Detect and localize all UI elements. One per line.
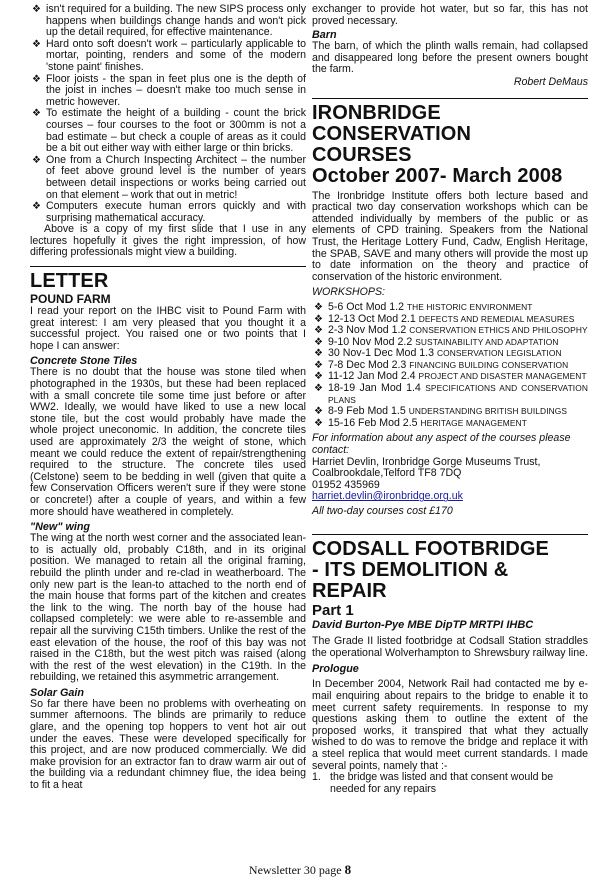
- courses-title-line: COURSES: [312, 143, 412, 166]
- solar-heading: Solar Gain: [30, 686, 85, 699]
- continued-paragraph: exchanger to provide hot water, but so far, this has not proved necessary.: [312, 3, 588, 27]
- bridge-author: David Burton-Pye MBE DipTP MRTPI IHBC: [312, 618, 534, 631]
- closing-paragraph: Above is a copy of my first slide that I use in any lectures hopefully it gives the right impression, of how differing professionals might view a building.: [30, 223, 306, 259]
- prologue-heading: Prologue: [312, 663, 359, 676]
- barn-heading: Barn: [312, 29, 337, 42]
- list-item: ❖ 11-12 Jan Mod 2.4 PROJECT AND DISASTER MANAGEMENT: [312, 371, 588, 383]
- courses-title-line: October 2007- March 2008: [312, 164, 563, 187]
- wing-paragraph: The wing at the north west corner and the associated lean-to is actually old, probably C18th, and in its original position. We managed to retain all the original framing, rebuild the plinth under and re-clad in weatherboard. The only new part is the lean-to attached to the north end of the main house that forms part of the kitchen and creates the link to the wing. The north bay of the house had collapsed completely: we were able to re-assemble and repair all the surviving C15th timbers. Unlike the rest of the east elevation of the house, the roof of this bay was not raised in the C18th, but the west pitch was raised (along with the rest of the west elevation) in the C19th. In the rebuilding, we retained this asymmetric arrangement.: [30, 532, 306, 684]
- prologue-paragraph: In December 2004, Network Rail had contacted me by e-mail enquiring about repairs to the bridge to enable it to meet current safety requirements. In response to my questions asking them to outline the extent of the proposed works, it transpired that what they actually wished to do was to remove the bridge and replace it with a steel replica that would meet current standards. I made several points, namely that :-: [312, 678, 588, 772]
- section-divider: [30, 266, 306, 267]
- bridge-title-line: CODSALL FOOTBRIDGE: [312, 537, 549, 560]
- points-list: [312, 772, 588, 795]
- list-item: ❖ 9-10 Nov Mod 2.2 SUSTAINABILITY AND ADAPTATION: [312, 337, 588, 349]
- list-item: ❖ 30 Nov-1 Dec Mod 1.3 CONSERVATION LEGISLATION: [312, 348, 588, 360]
- list-item: ❖ Floor joists - the span in feet plus one is the depth of the joist in inches – doesn't make too much sense in metric however.: [30, 74, 306, 109]
- page-number: 8: [344, 862, 352, 877]
- courses-title: [312, 103, 588, 187]
- info-line: For information about any aspect of the courses please contact:: [312, 432, 571, 457]
- left-column: [30, 4, 306, 792]
- letter-title: LETTER: [30, 270, 109, 293]
- list-item: ❖ Hard onto soft doesn't work – particularly applicable to mortar, pointing, renders and some of the modern 'stone paint' finishes.: [30, 39, 306, 74]
- workshops-label: WORKSHOPS:: [312, 286, 385, 299]
- list-item: ❖ 15-16 Feb Mod 2.5 HERITAGE MANAGEMENT: [312, 418, 588, 430]
- list-item: ❖ 7-8 Dec Mod 2.3 FINANCING BUILDING CONSERVATION: [312, 360, 588, 372]
- barn-paragraph: The barn, of which the plinth walls remain, had collapsed and disappeared long before the present owners bought the farm.: [312, 40, 588, 76]
- contact-email-line: [312, 491, 588, 503]
- list-item: ❖ 2-3 Nov Mod 1.2 CONSERVATION ETHICS AND PHILOSOPHY: [312, 325, 588, 337]
- page-footer: [0, 862, 600, 878]
- workshops-list: [312, 302, 588, 430]
- cost-line: All two-day courses cost £170: [312, 505, 453, 517]
- bridge-title-line: - ITS DEMOLITION & REPAIR: [312, 558, 509, 602]
- solar-paragraph: So far there have been no problems with overheating on summer afternoons. The blinds are primarily to reduce glare, and the opening top hoppers to vent hot air out under the eaves. These were developed specifically for this project, and are now produced commercially. We did make provision for an extractor fan to draw warm air out of the building via a redundant chimney flue, the idea being to fit a heat: [30, 697, 306, 792]
- section-divider: [312, 98, 588, 99]
- list-item: ❖ 18-19 Jan Mod 1.4 SPECIFICATIONS AND CONSERVATION PLANS: [312, 383, 588, 406]
- contact-name: Harriet Devlin, Ironbridge Gorge Museums Trust,: [312, 455, 541, 468]
- rules-of-thumb-list: [30, 4, 306, 224]
- bridge-part: Part 1: [312, 601, 354, 619]
- section-divider: [312, 534, 588, 535]
- signature: Robert DeMaus: [513, 75, 588, 88]
- bridge-title: [312, 539, 588, 602]
- contact-phone: 01952 435969: [312, 478, 380, 491]
- tiles-paragraph: There is no doubt that the house was stone tiled when photographed in the 1930s, but these had been replaced with a small concrete tile some time just before or after WW2. Ideally, we would have liked to use a new local stone tile, but the cost would probably have made the whole project uneconomic. In addition, the concrete tiles used are approximately 2/3 the weight of stone, which meant we could reduce the extent of repair/strengthening required to the structure. The concrete tiles used (Celstone) seem to be bedding in well (given that quite a few Conservation Officers weren't sure if they were stone or concrete!) after a couple of years, and within a few more should have weathered in completely.: [30, 366, 306, 518]
- list-item: ❖ 8-9 Feb Mod 1.5 UNDERSTANDING BRITISH BUILDINGS: [312, 406, 588, 418]
- footer-label: Newsletter 30 page: [248, 863, 342, 877]
- courses-intro: The Ironbridge Institute offers both lecture based and practical two day conservation workshops which can be attended individually by members of the public or as elements of CPD training. Speakers from the National Trust, the Heritage Lottery Fund, Cadw, English Heritage, the SPAB, SAVE and many others will provide the most up to date information on the theory and practice of conservation of the historic environment.: [312, 189, 588, 283]
- wing-heading: "New" wing: [30, 521, 91, 534]
- list-item: ❖ 5-6 Oct Mod 1.2 THE HISTORIC ENVIRONMENT: [312, 302, 588, 314]
- list-item: 1. the bridge was listed and that consent would be needed for any repairs: [312, 771, 554, 795]
- letter-subtitle: POUND FARM: [30, 292, 111, 307]
- tiles-heading: Concrete Stone Tiles: [30, 355, 138, 368]
- right-column: [312, 4, 588, 795]
- courses-title-line: IRONBRIDGE CONSERVATION: [312, 101, 471, 145]
- list-item: ❖ One from a Church Inspecting Architect – the number of feet above ground level is the number of years between detail inspections or works being carried out on that element – work that out in metric!: [30, 155, 306, 201]
- list-item: ❖ 12-13 Oct Mod 2.1 DEFECTS AND REMEDIAL MEASURES: [312, 314, 588, 326]
- contact-email-link[interactable]: harriet.devlin@ironbridge.org.uk: [312, 490, 463, 503]
- contact-address: Coalbrookdale,Telford TF8 7DQ: [312, 467, 462, 480]
- list-item: ❖ Computers execute human errors quickly and with surprising mathematical accuracy.: [30, 201, 306, 224]
- letter-intro: I read your report on the IHBC visit to Pound Farm with great interest: I am very pleased that you thought it a successful project. You raised one or two points that I hope I can answer:: [30, 305, 306, 352]
- list-item: ❖ isn't required for a building. The new SIPS process only happens when buildings change hands and won't pick up the detail required, for effective maintenance.: [30, 4, 306, 39]
- bridge-intro: The Grade II listed footbridge at Codsall Station straddles the operational Wolverhampton to Shrewsbury railway line.: [312, 635, 588, 659]
- list-item: ❖ To estimate the height of a building - count the brick courses – four courses to the foot or 300mm is not a bad estimate – but check a couple of areas as it could be a bit out either way with either large or thin bricks.: [30, 108, 306, 154]
